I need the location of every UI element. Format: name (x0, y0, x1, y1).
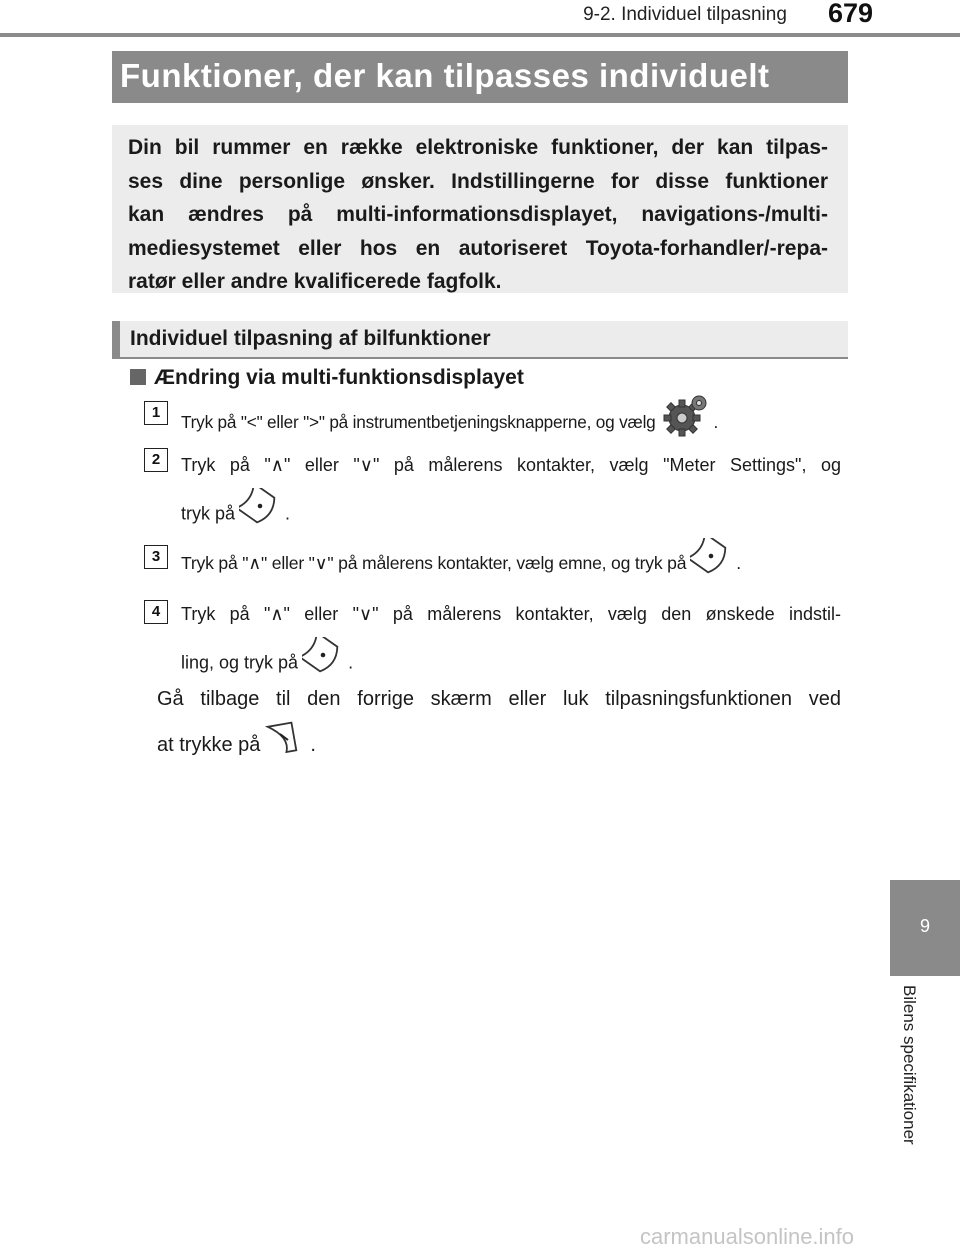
intro-line: Din bil rummer en række elektroniske funktioner, der kan tilpas- (128, 136, 828, 159)
footer-watermark: carmanualsonline.info (640, 1224, 855, 1249)
step-3-period: . (736, 553, 741, 574)
back-button-icon (264, 720, 306, 771)
step-3-line (181, 538, 841, 591)
subheading (130, 366, 524, 390)
step-4-period: . (348, 652, 354, 673)
step-4-text (181, 591, 841, 690)
section-heading: Individuel tilpasning af bilfunktioner (130, 327, 491, 350)
step-2-line-1: Tryk på "∧" eller "∨" på målerens kontakter, vælg "Meter Settings", og (181, 455, 841, 475)
note-line-1: Gå tilbage til den forrige skærm eller luk tilpasningsfunktionen ved (157, 688, 841, 710)
note-period: . (310, 733, 316, 756)
header-divider (0, 33, 960, 37)
page-number: 679 (828, 0, 874, 28)
section-accent (112, 321, 120, 359)
intro-box (112, 125, 848, 293)
intro-line: ratør eller andre kvalificerede fagfolk. (128, 270, 502, 293)
title-bar (112, 51, 848, 103)
step-1-period: . (713, 412, 719, 433)
chapter-label: Bilens specifikationer (900, 985, 919, 1145)
step-2-line-2 (181, 488, 841, 541)
intro-line: mediesystemet eller hos en autoriseret Toyota-forhandler/-repa- (128, 236, 828, 260)
intro-text (128, 131, 828, 299)
step-4-line-1: Tryk på "∧" eller "∨" på målerens kontakter, vælg den ønskede indstil- (181, 604, 841, 624)
chapter-tab (890, 880, 960, 976)
step-2-text (181, 442, 841, 541)
chapter-number: 9 (919, 916, 930, 936)
section-heading-bar (112, 321, 848, 359)
note-text (157, 678, 841, 771)
step-number-3: 3 (144, 545, 168, 569)
step-number-1: 1 (144, 401, 168, 425)
intro-line: ses dine personlige ønsker. Indstillingerne for disse funktioner (128, 169, 828, 193)
header-section-title: 9-2. Individuel tilpasning (583, 4, 787, 25)
enter-button-icon (690, 538, 732, 591)
note-line-2 (157, 720, 841, 771)
chapter-label-container (895, 985, 925, 1175)
subheading-text: Ændring via multi-funktionsdisplayet (154, 366, 524, 389)
intro-line: kan ændres på multi-informationsdisplayet, navigations-/multi- (128, 203, 828, 226)
step-2-period: . (285, 503, 291, 524)
step-number-4: 4 (144, 600, 168, 624)
step-3-text-part: Tryk på "∧" eller "∨" på målerens kontakter, vælg emne, og tryk på (181, 553, 687, 574)
step-4-text-part: ling, og tryk på (181, 652, 299, 673)
step-3-text (181, 538, 841, 591)
step-2-text-part: tryk på (181, 503, 236, 524)
square-bullet-icon (130, 369, 146, 385)
page-title: Funktioner, der kan tilpasses individuelt (120, 57, 770, 94)
step-number-2: 2 (144, 448, 168, 472)
note-text-part: at trykke på (157, 733, 261, 756)
enter-button-icon (239, 488, 281, 541)
step-1-text-part: Tryk på "<" eller ">" på instrumentbetjeningsknapperne, og vælg (181, 412, 656, 433)
